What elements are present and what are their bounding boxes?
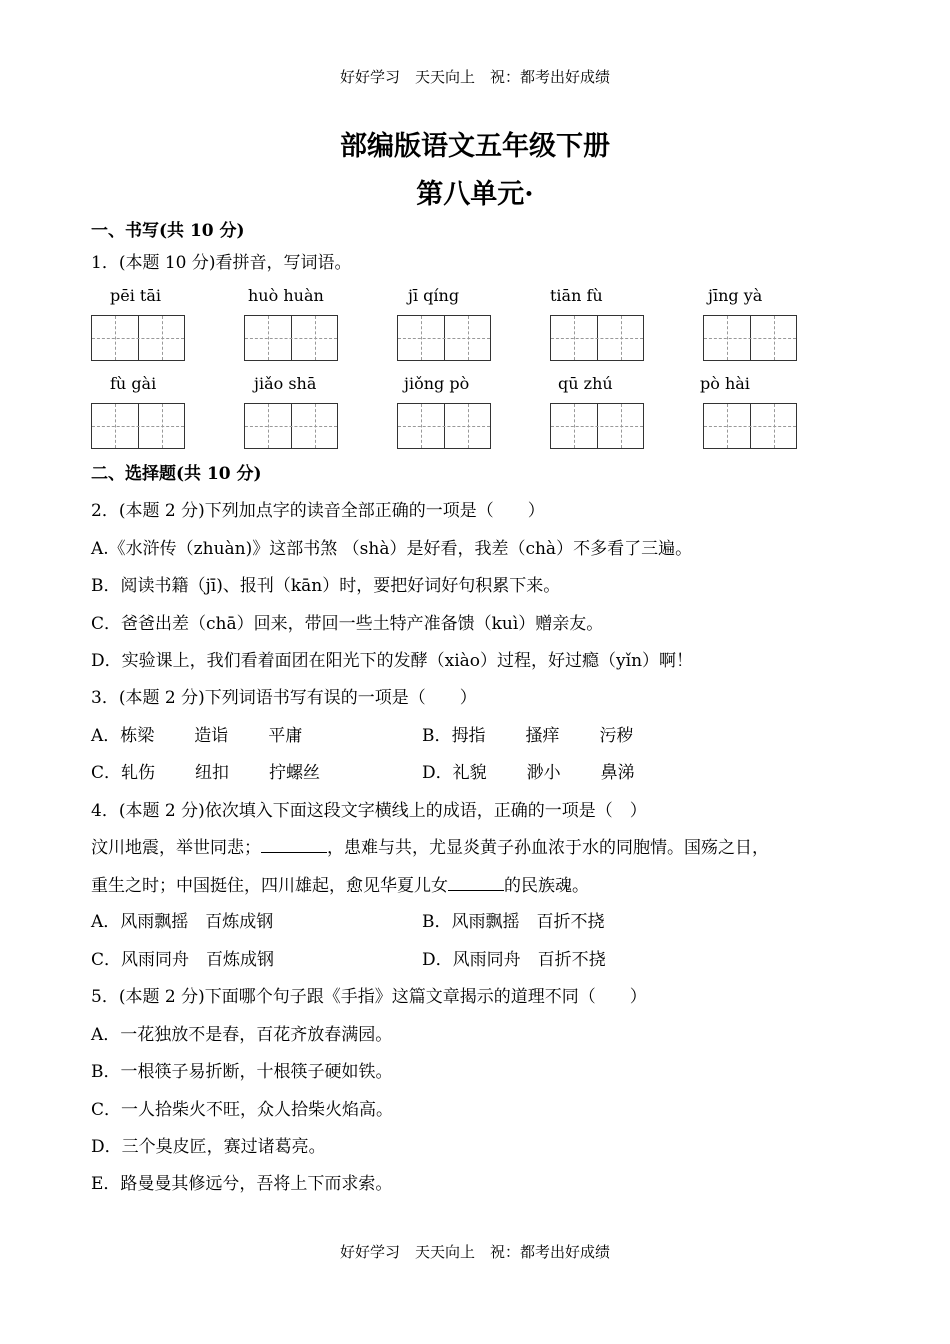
option-d-word-2: 渺小 <box>526 763 561 783</box>
page-title: 部编版语文五年级下册 <box>340 131 610 162</box>
question-4-option-c[interactable]: C．风雨同舟 百炼成钢 <box>91 950 275 970</box>
question-4-option-d[interactable]: D．风雨同舟 百折不挠 <box>422 950 606 970</box>
writing-grid[interactable] <box>550 315 644 361</box>
section-1-heading: 一、书写(共 10 分) <box>91 221 245 241</box>
option-b-label: B．拇指 <box>422 726 486 746</box>
question-3-option-d[interactable] <box>422 758 635 783</box>
writing-grid[interactable] <box>550 403 644 449</box>
question-4-option-a[interactable]: A．风雨飘摇 百炼成钢 <box>91 912 274 932</box>
question-2-option-a[interactable]: A.《水浒传（zhuàn)》这部书煞 （shà）是好看，我差（chà）不多看了三遍。 <box>91 539 693 559</box>
question-1-stem: 1．(本题 10 分)看拼音，写词语。 <box>91 253 352 273</box>
question-3-stem: 3．(本题 2 分)下列词语书写有误的一项是（ ） <box>91 688 477 708</box>
page-subtitle: 第八单元· <box>416 179 534 210</box>
writing-grid[interactable] <box>397 315 491 361</box>
question-4-option-b[interactable]: B．风雨飘摇 百折不挠 <box>422 912 605 932</box>
pinyin-label: pò hài <box>700 374 750 393</box>
option-d-word-3: 鼻涕 <box>600 763 635 783</box>
passage-text: ，患难与共，尤显炎黄子孙血浓于水的同胞情。国殇之日， <box>327 838 769 858</box>
writing-grid[interactable] <box>703 403 797 449</box>
question-2-option-d[interactable]: D．实验课上，我们看着面团在阳光下的发酵（xiào）过程，好过瘾（yǐn）啊！ <box>91 651 694 671</box>
page-footer: 好好学习 天天向上 祝：都考出好成绩 <box>339 1243 610 1261</box>
question-5-option-e[interactable]: E．路曼曼其修远兮，吾将上下而求索。 <box>91 1174 393 1194</box>
passage-text: 重生之时；中国挺住，四川雄起，愈见华夏儿女 <box>91 876 448 896</box>
writing-grid[interactable] <box>244 403 338 449</box>
pinyin-label: jīng yà <box>708 286 763 305</box>
option-b-word-3: 污秽 <box>599 726 634 746</box>
pinyin-label: tiān fù <box>550 286 603 305</box>
question-5-option-d[interactable]: D．三个臭皮匠，赛过诸葛亮。 <box>91 1137 326 1157</box>
question-4-passage-line-2 <box>91 871 589 896</box>
pinyin-label: fù gài <box>110 374 157 393</box>
writing-grid[interactable] <box>703 315 797 361</box>
writing-grid[interactable] <box>244 315 338 361</box>
question-4-passage-line-1 <box>91 833 769 858</box>
question-3-option-c[interactable] <box>91 758 320 783</box>
passage-text: 的民族魂。 <box>504 876 589 896</box>
fill-blank[interactable] <box>261 851 327 853</box>
question-3-option-b[interactable] <box>422 721 634 746</box>
option-a-word-2: 造诣 <box>194 726 229 746</box>
option-c-label: C．轧伤 <box>91 763 156 783</box>
pinyin-label: qū zhú <box>558 374 613 393</box>
writing-grid[interactable] <box>91 403 185 449</box>
option-b-word-2: 搔痒 <box>525 726 560 746</box>
fill-blank[interactable] <box>448 889 504 891</box>
option-c-word-3: 拧螺丝 <box>269 763 321 783</box>
question-2-stem: 2．(本题 2 分)下列加点字的读音全部正确的一项是（ ） <box>91 501 545 521</box>
pinyin-label: pēi tāi <box>110 286 161 305</box>
question-5-option-b[interactable]: B．一根筷子易折断，十根筷子硬如铁。 <box>91 1062 393 1082</box>
option-a-word-3: 平庸 <box>268 726 303 746</box>
option-a-label: A．栋梁 <box>91 726 155 746</box>
option-d-label: D．礼貌 <box>422 763 487 783</box>
question-5-option-c[interactable]: C．一人拾柴火不旺，众人拾柴火焰高。 <box>91 1100 394 1120</box>
question-4-stem: 4．(本题 2 分)依次填入下面这段文字横线上的成语，正确的一项是（ ） <box>91 801 647 821</box>
question-5-option-a[interactable]: A．一花独放不是春，百花齐放春满园。 <box>91 1025 393 1045</box>
pinyin-label: jiǒng pò <box>404 374 470 393</box>
writing-grid[interactable] <box>91 315 185 361</box>
passage-text: 汶川地震，举世同悲； <box>91 838 261 858</box>
question-3-option-a[interactable] <box>91 721 302 746</box>
option-c-word-2: 纽扣 <box>195 763 230 783</box>
page-header: 好好学习 天天向上 祝：都考出好成绩 <box>339 68 610 86</box>
question-2-option-c[interactable]: C．爸爸出差（chā）回来，带回一些土特产准备馈（kuì）赠亲友。 <box>91 614 604 634</box>
pinyin-label: jī qíng <box>408 286 460 305</box>
question-2-option-b[interactable]: B．阅读书籍（jī)、报刊（kān）时，要把好词好句积累下来。 <box>91 576 561 596</box>
pinyin-label: huò huàn <box>248 286 324 305</box>
pinyin-label: jiǎo shā <box>254 374 317 393</box>
section-2-heading: 二、选择题(共 10 分) <box>91 464 262 484</box>
question-5-stem: 5．(本题 2 分)下面哪个句子跟《手指》这篇文章揭示的道理不同（ ） <box>91 987 647 1007</box>
writing-grid[interactable] <box>397 403 491 449</box>
